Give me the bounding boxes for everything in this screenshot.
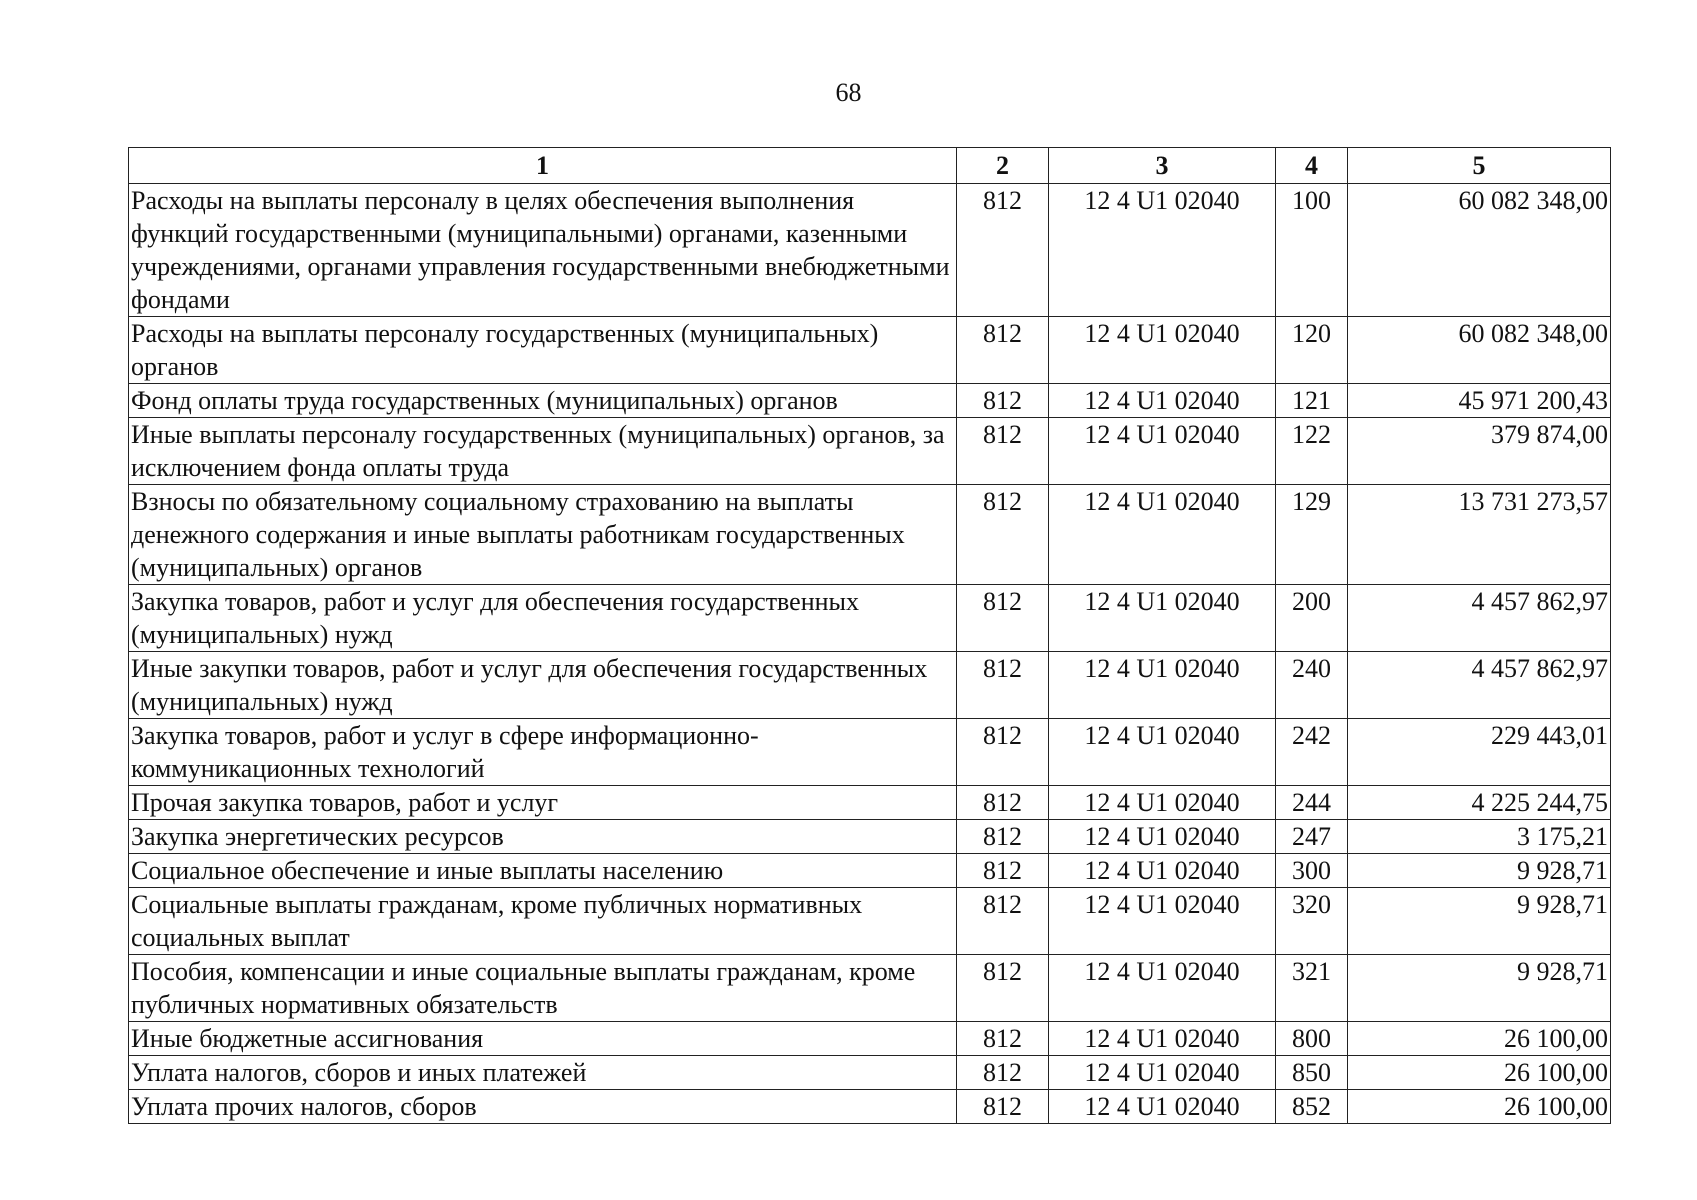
row-expense-type: 321 (1276, 955, 1348, 1022)
row-amount: 45 971 200,43 (1348, 384, 1611, 418)
row-code: 812 (957, 1022, 1049, 1056)
row-amount: 9 928,71 (1348, 955, 1611, 1022)
table-row (129, 888, 1611, 955)
row-target-code: 12 4 U1 02040 (1049, 418, 1276, 485)
table-row (129, 719, 1611, 786)
row-expense-type: 247 (1276, 820, 1348, 854)
row-name: Закупка энергетических ресурсов (129, 820, 957, 854)
row-expense-type: 120 (1276, 317, 1348, 384)
row-name: Иные бюджетные ассигнования (129, 1022, 957, 1056)
row-expense-type: 850 (1276, 1056, 1348, 1090)
row-target-code: 12 4 U1 02040 (1049, 585, 1276, 652)
table-header (129, 148, 1611, 184)
row-expense-type: 121 (1276, 384, 1348, 418)
row-name: Иные закупки товаров, работ и услуг для обеспечения государственных (муниципальных) нужд (129, 652, 957, 719)
row-amount: 26 100,00 (1348, 1056, 1611, 1090)
row-code: 812 (957, 820, 1049, 854)
row-expense-type: 320 (1276, 888, 1348, 955)
row-code: 812 (957, 652, 1049, 719)
row-code: 812 (957, 418, 1049, 485)
row-target-code: 12 4 U1 02040 (1049, 1090, 1276, 1124)
header-col-5: 5 (1348, 148, 1611, 184)
row-amount: 26 100,00 (1348, 1090, 1611, 1124)
header-row (129, 148, 1611, 184)
row-code: 812 (957, 317, 1049, 384)
table-row (129, 820, 1611, 854)
row-expense-type: 242 (1276, 719, 1348, 786)
row-name: Социальное обеспечение и иные выплаты населению (129, 854, 957, 888)
row-amount: 60 082 348,00 (1348, 317, 1611, 384)
table-row (129, 786, 1611, 820)
row-name: Социальные выплаты гражданам, кроме публичных нормативных социальных выплат (129, 888, 957, 955)
row-expense-type: 800 (1276, 1022, 1348, 1056)
row-amount: 4 457 862,97 (1348, 585, 1611, 652)
row-expense-type: 100 (1276, 184, 1348, 317)
row-target-code: 12 4 U1 02040 (1049, 652, 1276, 719)
row-target-code: 12 4 U1 02040 (1049, 786, 1276, 820)
page-number: 68 (835, 78, 862, 107)
row-amount: 26 100,00 (1348, 1022, 1611, 1056)
row-code: 812 (957, 485, 1049, 585)
header-col-3: 3 (1049, 148, 1276, 184)
row-name: Фонд оплаты труда государственных (муниципальных) органов (129, 384, 957, 418)
row-target-code: 12 4 U1 02040 (1049, 820, 1276, 854)
row-name: Иные выплаты персоналу государственных (муниципальных) органов, за исключением фонда оплаты труда (129, 418, 957, 485)
row-expense-type: 200 (1276, 585, 1348, 652)
row-amount: 9 928,71 (1348, 854, 1611, 888)
row-expense-type: 244 (1276, 786, 1348, 820)
row-code: 812 (957, 184, 1049, 317)
row-name: Закупка товаров, работ и услуг для обеспечения государственных (муниципальных) нужд (129, 585, 957, 652)
row-amount: 229 443,01 (1348, 719, 1611, 786)
row-target-code: 12 4 U1 02040 (1049, 1022, 1276, 1056)
row-expense-type: 240 (1276, 652, 1348, 719)
table-row (129, 854, 1611, 888)
row-code: 812 (957, 888, 1049, 955)
row-expense-type: 129 (1276, 485, 1348, 585)
row-name: Расходы на выплаты персоналу государственных (муниципальных) органов (129, 317, 957, 384)
row-expense-type: 300 (1276, 854, 1348, 888)
table-row (129, 317, 1611, 384)
row-code: 812 (957, 955, 1049, 1022)
table-body (129, 184, 1611, 1124)
row-amount: 13 731 273,57 (1348, 485, 1611, 585)
row-amount: 379 874,00 (1348, 418, 1611, 485)
row-amount: 4 457 862,97 (1348, 652, 1611, 719)
row-code: 812 (957, 786, 1049, 820)
row-name: Уплата прочих налогов, сборов (129, 1090, 957, 1124)
row-code: 812 (957, 1056, 1049, 1090)
header-col-2: 2 (957, 148, 1049, 184)
row-target-code: 12 4 U1 02040 (1049, 384, 1276, 418)
row-name: Уплата налогов, сборов и иных платежей (129, 1056, 957, 1090)
row-code: 812 (957, 384, 1049, 418)
row-target-code: 12 4 U1 02040 (1049, 888, 1276, 955)
row-target-code: 12 4 U1 02040 (1049, 184, 1276, 317)
row-name: Пособия, компенсации и иные социальные выплаты гражданам, кроме публичных нормативных обязательств (129, 955, 957, 1022)
row-amount: 3 175,21 (1348, 820, 1611, 854)
row-code: 812 (957, 854, 1049, 888)
table-row (129, 1090, 1611, 1124)
row-code: 812 (957, 585, 1049, 652)
row-target-code: 12 4 U1 02040 (1049, 317, 1276, 384)
row-target-code: 12 4 U1 02040 (1049, 719, 1276, 786)
table-row (129, 652, 1611, 719)
row-expense-type: 122 (1276, 418, 1348, 485)
header-col-1: 1 (129, 148, 957, 184)
row-target-code: 12 4 U1 02040 (1049, 854, 1276, 888)
row-target-code: 12 4 U1 02040 (1049, 955, 1276, 1022)
row-name: Закупка товаров, работ и услуг в сфере информационно-коммуникационных технологий (129, 719, 957, 786)
table-row (129, 418, 1611, 485)
table-row (129, 184, 1611, 317)
row-code: 812 (957, 719, 1049, 786)
table-row (129, 384, 1611, 418)
row-name: Взносы по обязательному социальному страхованию на выплаты денежного содержания и иные выплаты работникам государственных (муниципальных) органов (129, 485, 957, 585)
row-name: Расходы на выплаты персоналу в целях обеспечения выполнения функций государственными (муниципальными) органами, казенными учреждениями, органами управления государственными внебюджетными фондами (129, 184, 957, 317)
budget-table (128, 147, 1611, 1124)
table-row (129, 1056, 1611, 1090)
table-row (129, 485, 1611, 585)
row-amount: 4 225 244,75 (1348, 786, 1611, 820)
row-code: 812 (957, 1090, 1049, 1124)
row-amount: 60 082 348,00 (1348, 184, 1611, 317)
row-expense-type: 852 (1276, 1090, 1348, 1124)
table-row (129, 585, 1611, 652)
table-row (129, 955, 1611, 1022)
row-target-code: 12 4 U1 02040 (1049, 485, 1276, 585)
header-col-4: 4 (1276, 148, 1348, 184)
row-amount: 9 928,71 (1348, 888, 1611, 955)
row-target-code: 12 4 U1 02040 (1049, 1056, 1276, 1090)
table-row (129, 1022, 1611, 1056)
row-name: Прочая закупка товаров, работ и услуг (129, 786, 957, 820)
